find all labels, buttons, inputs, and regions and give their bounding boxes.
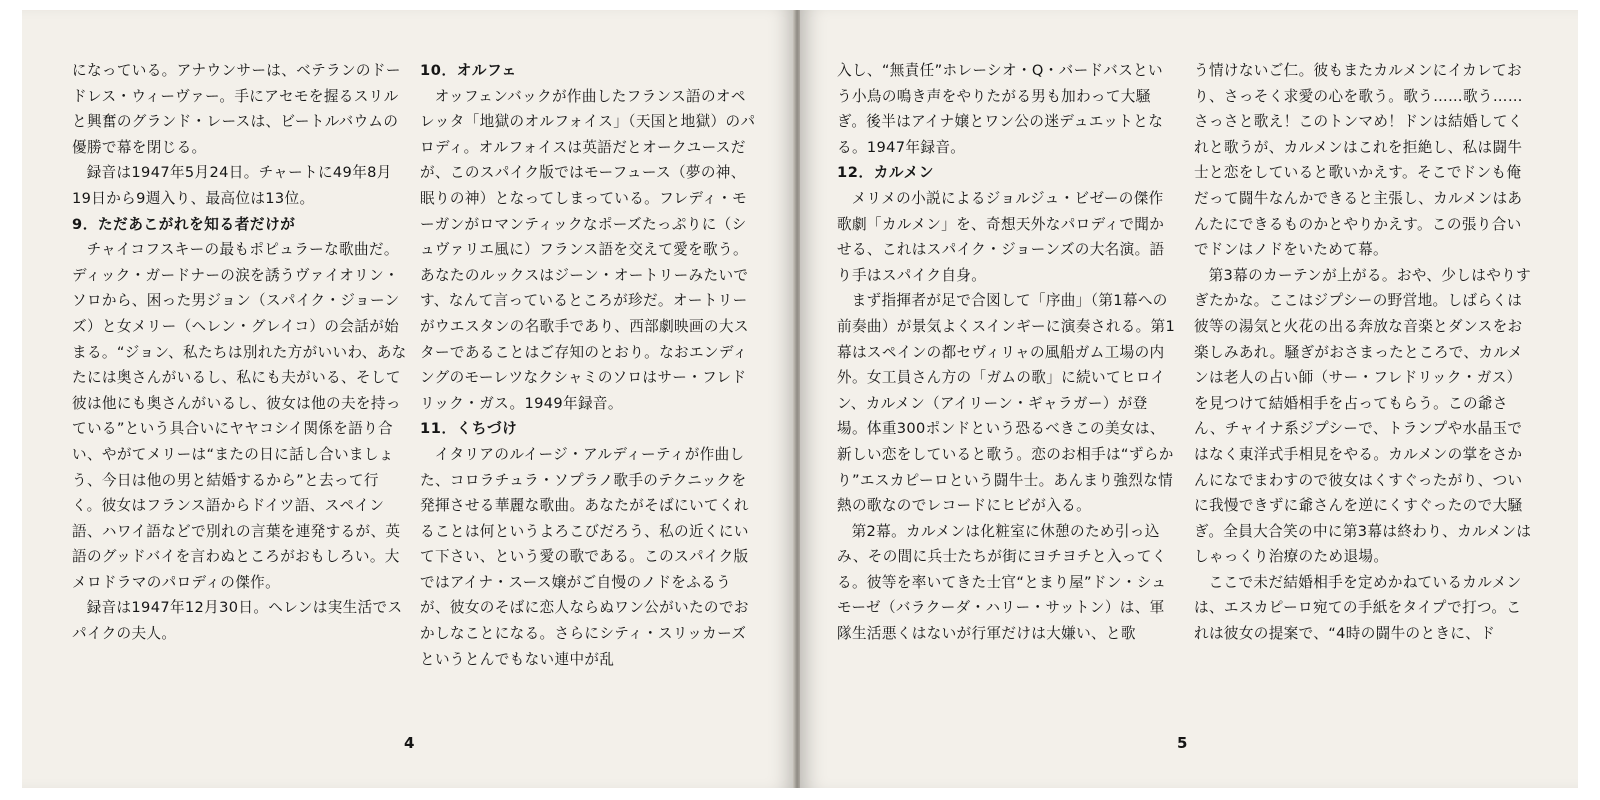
page-number: 4 — [404, 734, 415, 752]
paragraph: イタリアのルイージ・アルディーティが作曲した、コロラチュラ・ソプラノ歌手のテクニックを発揮させる華麗な歌曲。あなたがそばにいてくれることは何というよろこびだろう、私の近くにいて下さい、という愛の歌である。このスパイク版ではアイナ・スース嬢がご自慢のノドをふるうが、彼女のそばに恋人ならぬワン公がいたのでおかしなことになる。さらにシティ・スリッカーズというとんでもない連中が乱 — [420, 445, 749, 668]
paragraph: チャイコフスキーの最もポピュラーな歌曲だ。ディック・ガードナーの涙を誘うヴァイオリン・ソロから、困った男ジョン（スパイク・ジョーンズ）と女メリー（ヘレン・グレイコ）の会話が始まる。“ジョン、私たちは別れた方がいいわ、あなたには奥さんがいるし、私にも夫がいる、そして彼は他にも奥さんがいるし、彼女は他の夫を持っている”という具合いにヤヤコシイ関係を語り合い、やがてメリーは“またの日に話し合いましょう、今日は他の男と結婚するから”と去って行く。彼女はフランス語からドイツ語、スペイン語、ハワイ語などで別れの言葉を連発するが、英語のグッドバイを言わぬところがおもしろい。大メロドラマのパロディの傑作。 — [72, 241, 407, 591]
column-4 — [1194, 58, 1534, 647]
paragraph: 第2幕。カルメンは化粧室に休憩のため引っ込み、その間に兵士たちが街にヨチヨチと入ってくる。彼等を率いてきた士官“とまり屋”ドン・シュモーゼ（バラクーダ・ハリー・サットン）は、軍隊生活悪くはないが行軍だけは大嫌い、と歌 — [837, 522, 1167, 643]
paragraph: になっている。アナウンサーは、ベテランのドードレス・ウィーヴァー。手にアセモを握るスリルと興奮のグランド・レースは、ビートルバウムの優勝で幕を閉じる。 — [72, 62, 401, 156]
page-5 — [800, 10, 1578, 788]
paragraph: メリメの小説によるジョルジュ・ビゼーの傑作歌劇「カルメン」を、奇想天外なパロディで聞かせる、これはスパイク・ジョーンズの大名演。語り手はスパイク自身。 — [837, 189, 1165, 284]
paragraph: 録音は1947年5月24日。チャートに49年8月19日から9週入り、最高位は13位。 — [72, 164, 392, 207]
page-4 — [22, 10, 795, 788]
paragraph: 録音は1947年12月30日。ヘレンは実生活でスパイクの夫人。 — [72, 599, 403, 643]
paragraph: まず指揮者が足で合図して「序曲」（第1幕への前奏曲）が景気よくスインギーに演奏される。第1幕はスペインの都セヴィリャの風船ガム工場の内外。女工員さん方の「ガムの歌」に続いてヒロイン、カルメン（アイリーン・ギャラガー）が登場。体重300ポンドという恐るべきこの美女は、新しい恋をしていると歌う。恋のお相手は“ずらかり”エスカピーロという闘牛士。あんまり強烈な情熱の歌なのでレコードにヒビが入る。 — [837, 292, 1176, 515]
paragraph: う情けないご仁。彼もまたカルメンにイカレており、さっそく求愛の心を歌う。歌う……歌う……さっさと歌え！このトンマめ！ドンは結婚してくれと歌うが、カルメンはこれを拒絶し、私は闘牛士と恋をしていると歌いかえす。そこでドンも俺だって闘牛なんかできると主張し、カルメンはあんたにできるものかとやりかえす。この張り合いでドンはノドをいためて幕。 — [1194, 62, 1523, 259]
paragraph: 入し、“無責任”ホレーシオ・Q・バードバスという小鳥の鳴き声をやりたがる男も加わって大騒ぎ。後半はアイナ嬢とワン公の迷デュエットとなる。1947年録音。 — [837, 62, 1164, 156]
paragraph: 第3幕のカーテンが上がる。おや、少しはやりすぎたかな。ここはジプシーの野営地。しばらくは彼等の湯気と火花の出る奔放な音楽とダンスをお楽しみあれ。騒ぎがおさまったところで、カルメンは老人の占い師（サー・フレドリック・ガス）を見つけて結婚相手を占ってもらう。この爺さん、チャイナ系ジプシーで、トランプや水晶玉ではなく東洋式手相見をやる。カルメンの掌をさかんになでまわすので彼女はくすぐったがり、ついに我慢できずに爺さんを逆にくすぐったので大騒ぎ。全員大合笑の中に第3幕は終わり、カルメンはしゃっくり治療のため退場。 — [1194, 266, 1532, 566]
column-1 — [72, 58, 408, 647]
page-number: 5 — [1177, 734, 1188, 752]
track-heading-11: 11．くちづけ — [420, 420, 518, 438]
track-heading-9: 9．ただあこがれを知る者だけが — [72, 215, 296, 233]
paragraph: オッフェンバックが作曲したフランス語のオペレッタ「地獄のオルフォイス」（天国と地獄）のパロディ。オルフォイスは英語だとオークユースだが、このスパイク版ではモーフュース（夢の神、眠りの神）となってしまっている。フレディ・モーガンがロマンティックなポーズたっぷりに（シュヴァリエ風に）フランス語を交えて愛を歌う。あなたのルックスはジーン・オートリーみたいです、なんて言っているところが珍だ。オートリーがウエスタンの名歌手であり、西部劇映画の大スターであることはご存知のとおり。なおエンディングのモーレツなクシャミのソロはサー・フレドリック・ガス。1949年録音。 — [420, 87, 756, 412]
track-heading-12: 12．カルメン — [837, 164, 935, 182]
track-heading-10: 10．オルフェ — [420, 62, 517, 79]
column-2 — [420, 58, 756, 672]
column-3 — [837, 58, 1177, 647]
paragraph: ここで未だ結婚相手を定めかねているカルメンは、エスカピーロ宛ての手紙をタイプで打つ。これは彼女の提案で、“4時の闘牛のときに、ド — [1194, 573, 1522, 643]
